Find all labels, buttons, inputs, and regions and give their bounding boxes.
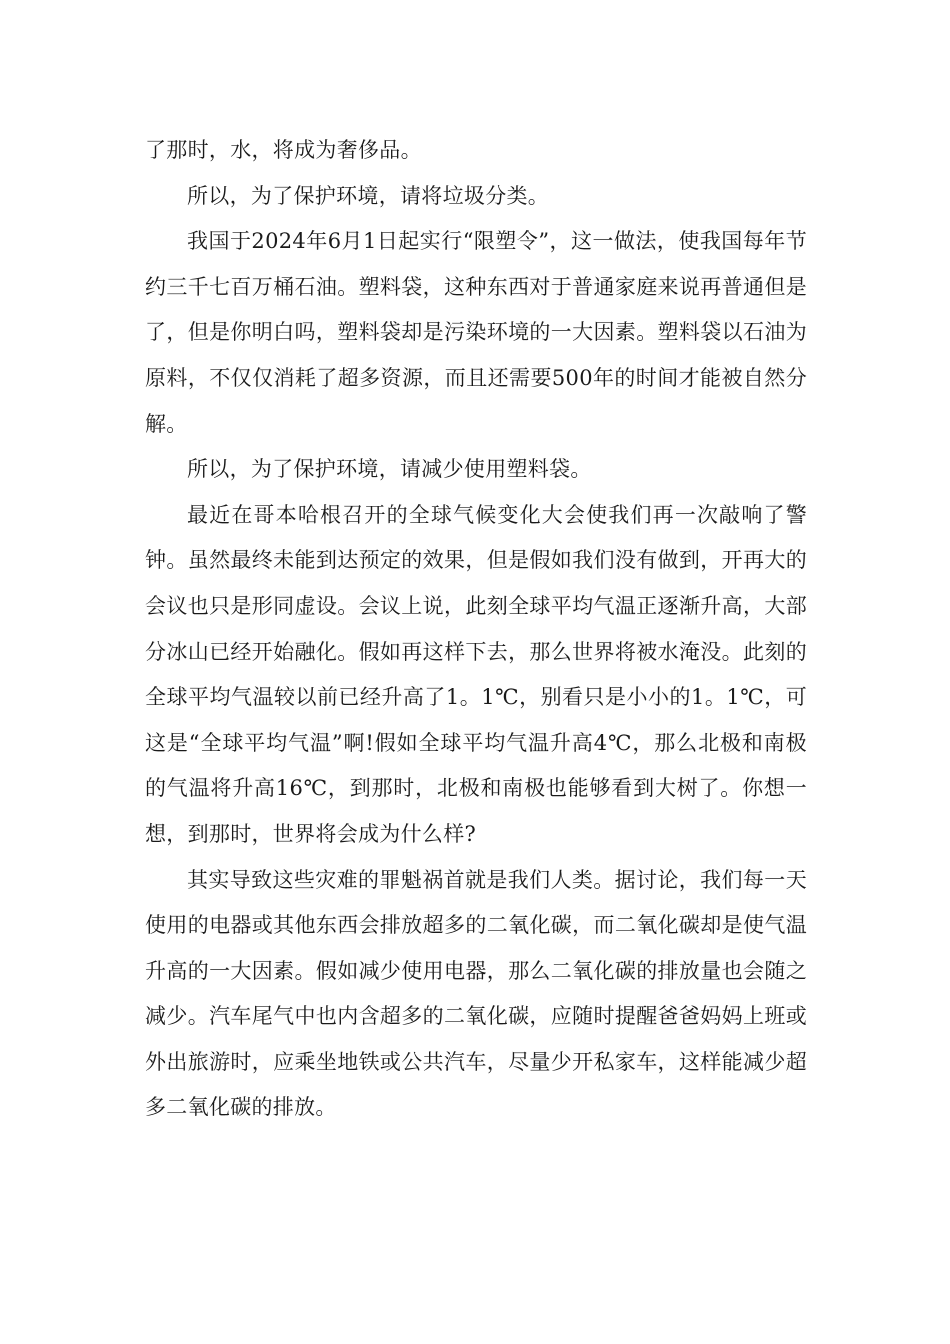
paragraph-climate-conference: 最近在哥本哈根召开的全球气候变化大会使我们再一次敲响了警钟。虽然最终未能到达预定的效果，但是假如我们没有做到，开再大的会议也只是形同虚设。会议上说，此刻全球平均气温正逐渐升高，大部分冰山已经开始融化。假如再这样下去，那么世界将被水淹没。此刻的全球平均气温较以前已经升高了1。1℃，别看只是小小的1。1℃，可这是“全球平均气温”啊!假如全球平均气温升高4℃，那么北极和南极的气温将升高16℃，到那时，北极和南极也能够看到大树了。你想一想，到那时，世界将会成为什么样?: [145, 502, 807, 846]
paragraph-plastic-ban: 我国于2024年6月1日起实行“限塑令”，这一做法，使我国每年节约三千七百万桶石油。塑料袋，这种东西对于普通家庭来说再普通但是了，但是你明白吗，塑料袋却是污染环境的一大因素。塑料袋以石油为原料，不仅仅消耗了超多资源，而且还需要500年的时间才能被自然分解。: [145, 229, 807, 436]
body-text: [145, 128, 807, 1131]
paragraph-sort-garbage: 所以，为了保护环境，请将垃圾分类。: [187, 183, 550, 208]
paragraph-continuation: 了那时，水，将成为奢侈品。: [145, 138, 422, 162]
paragraph-reduce-plastic: 所以，为了保护环境，请减少使用塑料袋。: [187, 457, 592, 482]
paragraph-carbon-dioxide: 其实导致这些灾难的罪魁祸首就是我们人类。据讨论，我们每一天使用的电器或其他东西会排放超多的二氧化碳，而二氧化碳却是使气温升高的一大因素。假如减少使用电器，那么二氧化碳的排放量也会随之减少。汽车尾气中也内含超多的二氧化碳，应随时提醒爸爸妈妈上班或外出旅游时，应乘坐地铁或公共汽车，尽量少开私家车，这样能减少超多二氧化碳的排放。: [145, 867, 807, 1120]
